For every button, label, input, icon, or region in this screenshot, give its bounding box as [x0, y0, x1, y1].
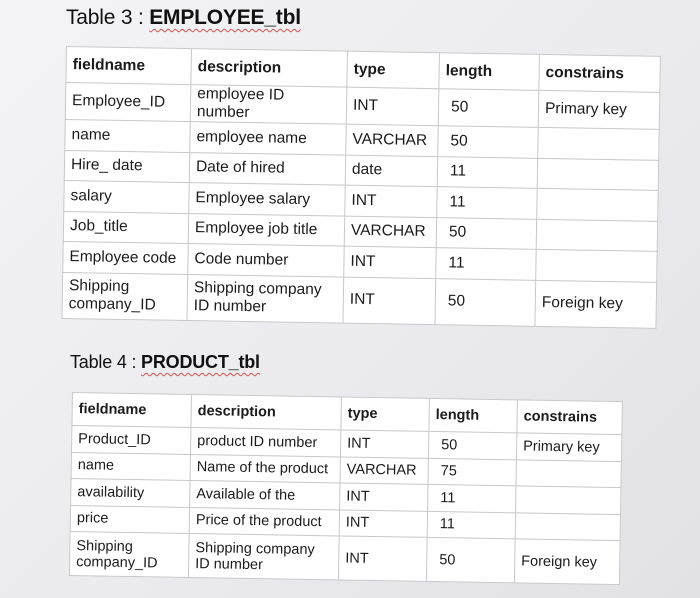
table4-title-prefix: Table 4 : [70, 352, 142, 372]
cell-constrains: Foreign key [514, 539, 620, 585]
cell-constrains [537, 188, 658, 221]
cell-type: INT [338, 536, 427, 581]
cell-length: 50 [436, 217, 536, 249]
cell-fieldname: name [71, 452, 190, 480]
table-row [69, 531, 620, 584]
cell-fieldname: salary [64, 180, 189, 213]
cell-constrains: Primary key [516, 433, 621, 461]
cell-description: Employee salary [189, 183, 345, 216]
cell-type: VARCHAR [346, 124, 438, 156]
cell-type: INT [339, 509, 427, 537]
cell-constrains: Primary key [538, 90, 660, 129]
cell-description: product ID number [190, 427, 340, 456]
cell-description: employee ID number [190, 85, 347, 125]
cell-constrains [536, 249, 657, 282]
cell-length: 75 [428, 458, 516, 486]
table4-title-name: PRODUCT_tbl [141, 352, 260, 372]
cell-fieldname: Hire_ date [64, 150, 189, 183]
cell-description: Shipping company ID number [187, 274, 344, 323]
cell-constrains [537, 158, 658, 191]
cell-type: INT [346, 87, 439, 126]
table3-title-prefix: Table 3 : [66, 6, 150, 29]
header-fieldname: fieldname [72, 393, 192, 428]
cell-fieldname: price [70, 505, 189, 533]
cell-length: 50 [426, 537, 515, 582]
table4-title [70, 352, 260, 373]
cell-constrains [538, 127, 659, 160]
cell-constrains [536, 219, 657, 252]
cell-length: 11 [427, 511, 515, 539]
table3-title [66, 6, 301, 30]
employee-table [61, 46, 660, 328]
cell-fieldname: availability [71, 478, 190, 506]
cell-type: INT [340, 483, 428, 511]
cell-type: INT [340, 430, 428, 458]
cell-length: 11 [437, 187, 537, 219]
cell-constrains [516, 459, 621, 487]
cell-type: INT [344, 246, 436, 278]
cell-length: 11 [437, 156, 537, 188]
cell-length: 50 [428, 431, 516, 459]
cell-fieldname: Job_title [63, 211, 188, 244]
cell-constrains [515, 512, 620, 540]
header-fieldname: fieldname [66, 47, 192, 85]
cell-type: INT [345, 185, 437, 217]
cell-fieldname: name [65, 119, 190, 152]
header-description: description [191, 394, 342, 429]
cell-description: Price of the product [189, 507, 339, 536]
cell-type: VARCHAR [340, 456, 428, 484]
cell-description: Date of hired [189, 152, 345, 185]
cell-fieldname: Employee_ID [65, 83, 191, 122]
cell-length: 50 [438, 89, 539, 128]
cell-description: Code number [188, 244, 344, 277]
cell-fieldname: Employee code [63, 241, 188, 274]
cell-type: INT [343, 277, 436, 325]
header-length: length [439, 53, 540, 91]
cell-length: 11 [428, 484, 516, 512]
cell-description: Name of the product [190, 454, 340, 483]
header-constrains: constrains [539, 54, 661, 92]
cell-description: Employee job title [188, 213, 344, 246]
cell-type: date [345, 155, 437, 187]
cell-description: employee name [190, 122, 346, 155]
header-type: type [347, 51, 440, 89]
header-description: description [191, 49, 348, 88]
cell-description: Shipping company ID number [188, 533, 339, 579]
product-table [69, 392, 623, 585]
cell-description: Available of the [190, 480, 340, 509]
table-row [62, 272, 657, 328]
table3-title-name: EMPLOYEE_tbl [149, 6, 301, 29]
cell-length: 50 [438, 126, 538, 158]
header-constrains: constrains [517, 400, 623, 435]
header-type: type [341, 397, 430, 431]
cell-length: 50 [435, 278, 536, 326]
cell-constrains [516, 486, 621, 514]
cell-constrains: Foreign key [535, 280, 657, 328]
cell-fieldname: Shipping company_ID [62, 272, 188, 320]
cell-type: VARCHAR [344, 216, 436, 248]
cell-fieldname: Shipping company_ID [69, 531, 189, 577]
cell-fieldname: Product_ID [72, 426, 191, 454]
header-length: length [429, 398, 518, 432]
cell-length: 11 [436, 248, 536, 280]
